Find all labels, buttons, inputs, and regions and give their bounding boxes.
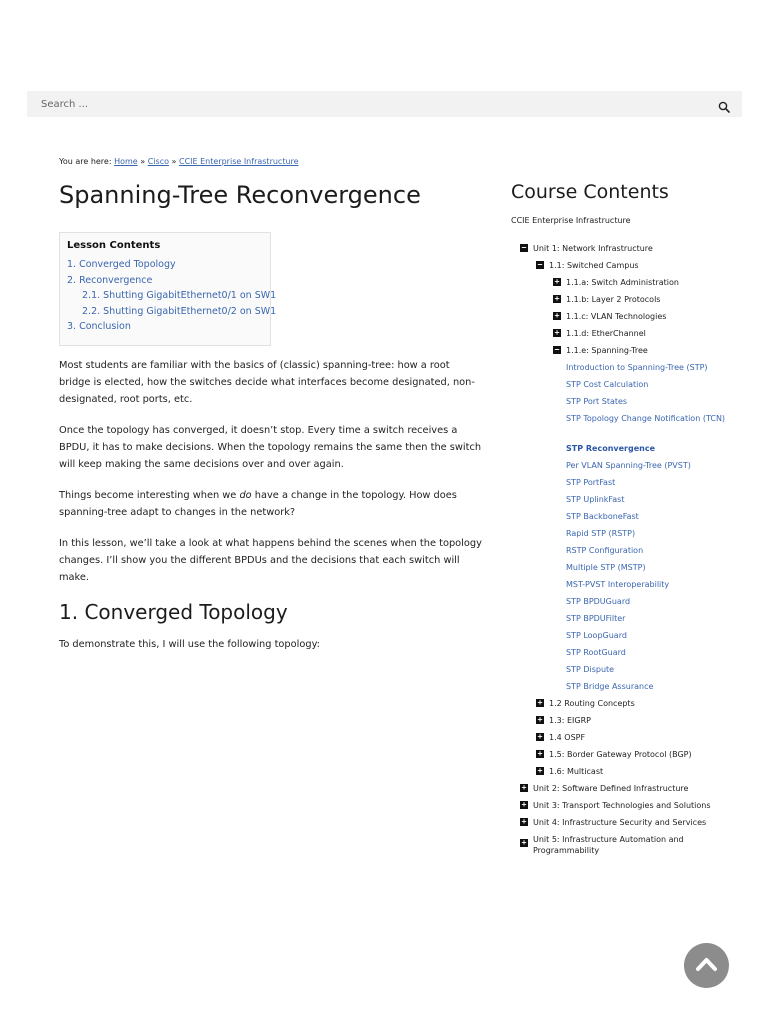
breadcrumb: [59, 157, 299, 166]
lesson-link-rstp[interactable]: Rapid STP (RSTP): [566, 529, 636, 538]
search-bar: [27, 91, 742, 117]
lesson-link-intro-stp[interactable]: Introduction to Spanning-Tree (STP): [566, 363, 708, 372]
collapse-icon[interactable]: −: [554, 345, 560, 354]
page-title: Spanning-Tree Reconvergence: [59, 181, 421, 209]
expand-icon[interactable]: +: [537, 749, 543, 758]
breadcrumb-ccie[interactable]: CCIE Enterprise Infrastructure: [179, 157, 299, 166]
tree-switch-administration[interactable]: [554, 277, 731, 294]
tree-unit-2[interactable]: [521, 783, 731, 800]
tree-label: Unit 5: Infrastructure Automation and Programmability: [533, 835, 684, 855]
lesson-link-rootguard[interactable]: STP RootGuard: [566, 648, 626, 657]
tree-vlan-technologies[interactable]: [554, 311, 731, 328]
course-contents: [511, 181, 731, 864]
tree-routing-concepts[interactable]: [537, 698, 731, 715]
toc-item-reconvergence[interactable]: 2. Reconvergence: [67, 274, 153, 286]
paragraph-text: have a change in the topology. How does spanning-tree adapt to changes in the network?: [59, 490, 457, 518]
tree-label: 1.1.d: EtherChannel: [566, 329, 646, 338]
breadcrumb-separator: »: [140, 157, 146, 166]
lesson-link-dispute[interactable]: STP Dispute: [566, 665, 615, 674]
lesson-link-mst-pvst[interactable]: MST-PVST Interoperability: [566, 580, 670, 589]
breadcrumb-prefix: You are here:: [59, 157, 112, 166]
collapse-icon[interactable]: −: [521, 243, 527, 252]
paragraph: [59, 487, 484, 521]
lesson-link-bpdufilter[interactable]: STP BPDUFilter: [566, 614, 626, 623]
paragraph: In this lesson, we’ll take a look at what happens behind the scenes when the topology changes. I’ll show you the different BPDUs and the decisions that each switch will make.: [59, 538, 482, 583]
tree-label: 1.5: Border Gateway Protocol (BGP): [549, 750, 692, 759]
paragraph-text: Things become interesting when we: [59, 490, 240, 501]
expand-icon[interactable]: +: [521, 838, 527, 847]
chevron-up-icon: [695, 956, 718, 972]
collapse-icon[interactable]: −: [537, 260, 543, 269]
paragraph: Once the topology has converged, it doesn’t stop. Every time a switch receives a BPDU, it has to make decisions. When the topology remains the same then the switch will keep making the same decisions over and over again.: [59, 425, 482, 470]
toc-item-conclusion[interactable]: 3. Conclusion: [67, 321, 131, 332]
expand-icon[interactable]: +: [521, 800, 527, 809]
tree-layer2-protocols[interactable]: [554, 294, 731, 311]
expand-icon[interactable]: +: [554, 277, 560, 286]
tree-switched-campus[interactable]: [537, 260, 731, 277]
toc-item-shutting-gi0-1[interactable]: 2.1. Shutting GigabitEthernet0/1 on SW1: [82, 290, 277, 301]
paragraph: Most students are familiar with the basics of (classic) spanning-tree: how a root bridge is elected, how the switches decide what interfaces become designated, non-designated, root ports, etc.: [59, 360, 475, 405]
lesson-link-rstp-config[interactable]: RSTP Configuration: [566, 546, 644, 555]
tree-label: 1.6: Multicast: [549, 767, 604, 776]
tree-etherchannel[interactable]: [554, 328, 731, 345]
expand-icon[interactable]: +: [554, 311, 560, 320]
lesson-link-backbonefast[interactable]: STP BackboneFast: [566, 512, 639, 521]
article-content: [59, 357, 484, 667]
tree-spanning-tree[interactable]: [554, 345, 731, 362]
tree-unit-1[interactable]: [521, 243, 731, 260]
breadcrumb-home[interactable]: Home: [114, 157, 138, 166]
search-input[interactable]: [27, 91, 717, 117]
tree-label: Unit 4: Infrastructure Security and Services: [533, 818, 707, 827]
expand-icon[interactable]: +: [554, 294, 560, 303]
tree-label: 1.1: Switched Campus: [549, 261, 639, 270]
paragraph: To demonstrate this, I will use the following topology:: [59, 639, 320, 650]
toc-item-converged-topology[interactable]: 1. Converged Topology: [67, 259, 176, 270]
tree-label: 1.2 Routing Concepts: [549, 699, 635, 708]
tree-label: 1.4 OSPF: [549, 733, 586, 742]
lesson-contents-title: Lesson Contents: [67, 240, 161, 251]
tree-multicast[interactable]: [537, 766, 731, 783]
expand-icon[interactable]: +: [537, 732, 543, 741]
expand-icon[interactable]: +: [554, 328, 560, 337]
tree-label: Unit 2: Software Defined Infrastructure: [533, 784, 689, 793]
lesson-link-uplinkfast[interactable]: STP UplinkFast: [566, 495, 625, 504]
course-name: CCIE Enterprise Infrastructure: [511, 216, 631, 225]
breadcrumb-separator: »: [171, 157, 177, 166]
tree-ospf[interactable]: [537, 732, 731, 749]
lesson-link-stp-port-states[interactable]: STP Port States: [566, 397, 628, 406]
expand-icon[interactable]: +: [537, 766, 543, 775]
lesson-link-loopguard[interactable]: STP LoopGuard: [566, 631, 627, 640]
lesson-link-portfast[interactable]: STP PortFast: [566, 478, 616, 487]
lesson-link-stp-tcn[interactable]: STP Topology Change Notification (TCN): [566, 414, 726, 423]
tree-unit-5[interactable]: [521, 834, 731, 864]
tree-label: Unit 3: Transport Technologies and Solutions: [533, 801, 711, 810]
tree-bgp[interactable]: [537, 749, 731, 766]
tree-label: 1.1.a: Switch Administration: [566, 278, 679, 287]
lesson-link-stp-cost[interactable]: STP Cost Calculation: [566, 380, 649, 389]
tree-label: 1.1.c: VLAN Technologies: [566, 312, 667, 321]
tree-label: Unit 1: Network Infrastructure: [533, 244, 653, 253]
expand-icon[interactable]: +: [521, 817, 527, 826]
section-heading: 1. Converged Topology: [59, 600, 288, 624]
tree-label: 1.1.b: Layer 2 Protocols: [566, 295, 661, 304]
breadcrumb-cisco[interactable]: Cisco: [147, 157, 169, 166]
lesson-link-mstp[interactable]: Multiple STP (MSTP): [566, 563, 646, 572]
lesson-link-bridge-assurance[interactable]: STP Bridge Assurance: [566, 682, 654, 691]
lesson-link-bpduguard[interactable]: STP BPDUGuard: [566, 597, 631, 606]
tree-eigrp[interactable]: [537, 715, 731, 732]
scroll-to-top-button[interactable]: [684, 943, 729, 988]
toc-item-shutting-gi0-2[interactable]: 2.2. Shutting GigabitEthernet0/2 on SW1: [82, 305, 277, 317]
expand-icon[interactable]: +: [537, 698, 543, 707]
course-contents-title: Course Contents: [511, 181, 669, 203]
lesson-link-stp-reconvergence[interactable]: STP Reconvergence: [566, 444, 655, 453]
lesson-link-pvst[interactable]: Per VLAN Spanning-Tree (PVST): [566, 461, 691, 470]
tree-label: 1.1.e: Spanning-Tree: [566, 346, 648, 355]
tree-unit-3[interactable]: [521, 800, 731, 817]
emphasis: do: [239, 490, 252, 501]
search-icon[interactable]: [718, 98, 730, 110]
lesson-contents: [59, 232, 277, 346]
expand-icon[interactable]: +: [521, 783, 527, 792]
expand-icon[interactable]: +: [537, 715, 543, 724]
tree-unit-4[interactable]: [521, 817, 731, 834]
tree-label: 1.3: EIGRP: [549, 716, 591, 725]
